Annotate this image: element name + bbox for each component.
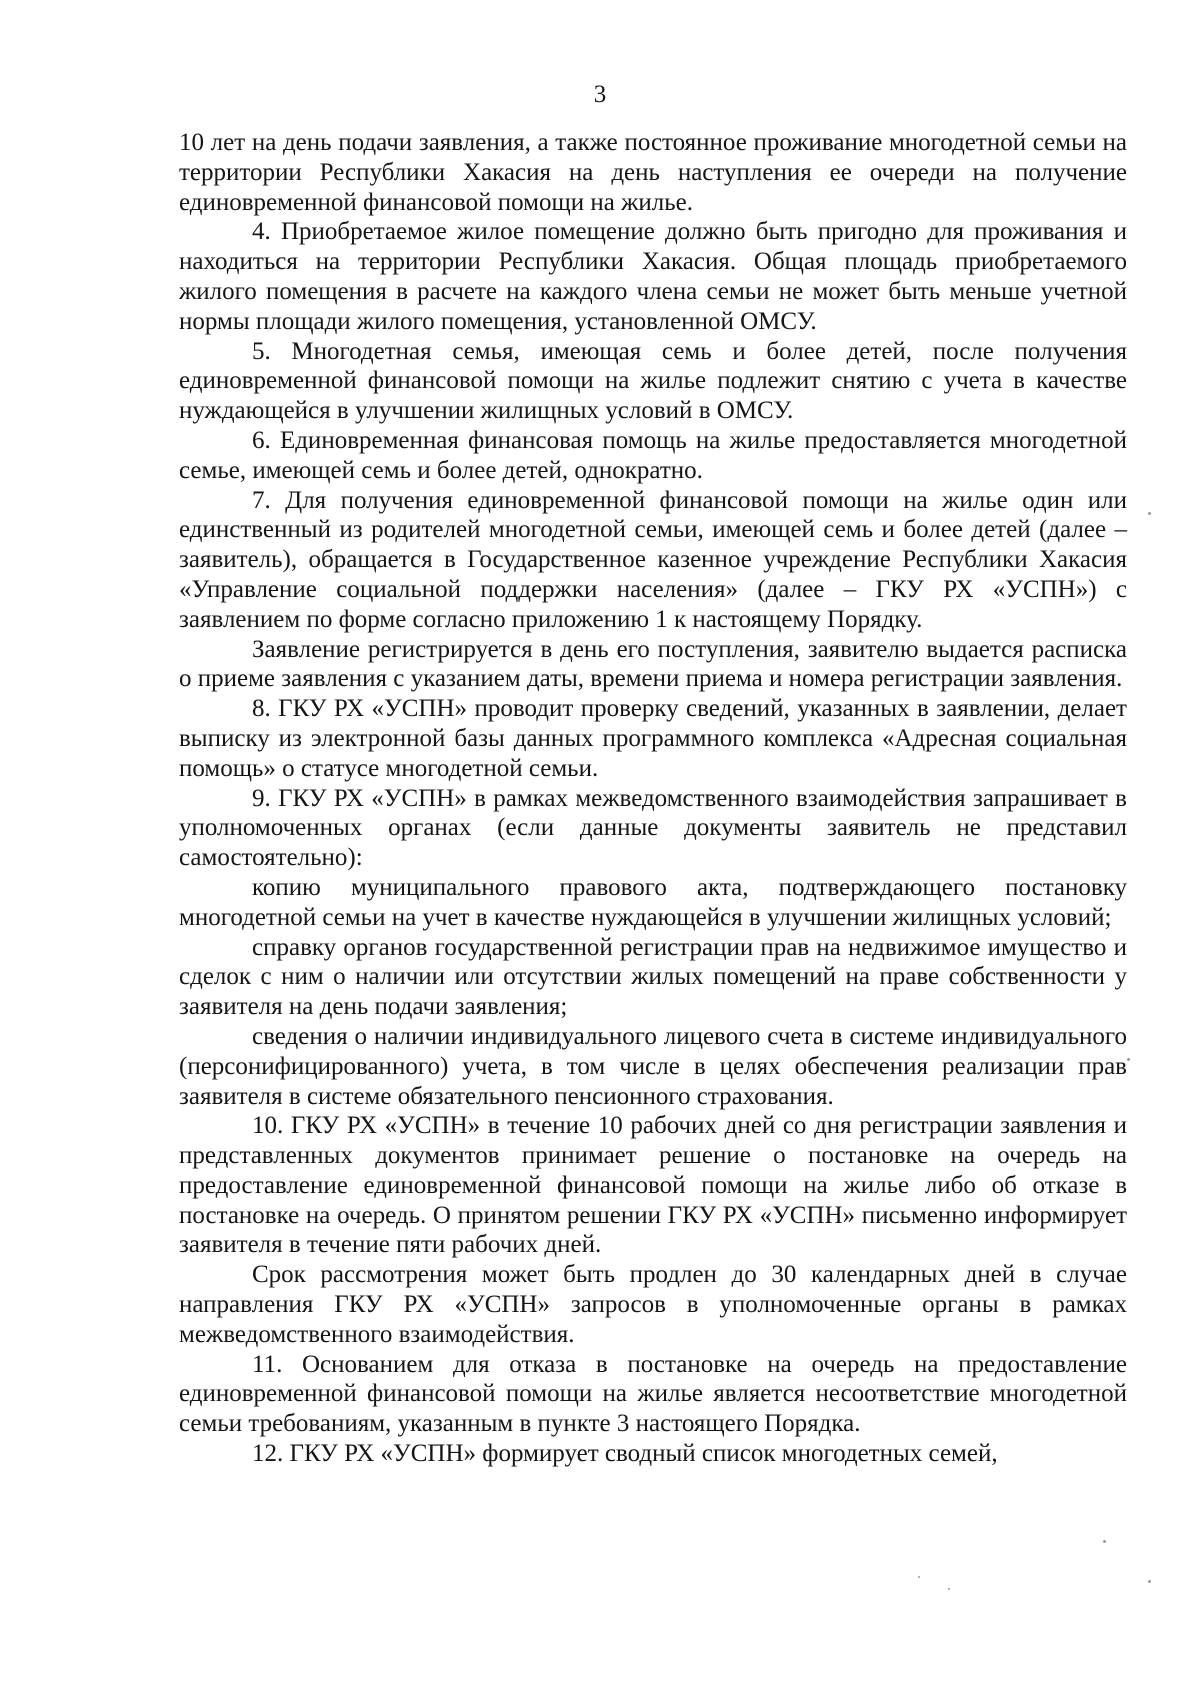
paragraph-item-10: 10. ГКУ РХ «УСПН» в течение 10 рабочих дней со дня регистрации заявления и представленных документов принимает решение о постановке на очередь на предоставление единовременной финансовой помощи на жилье либо об отказе в постановке на очередь. О принятом решении ГКУ РХ «УСПН» письменно информирует заявителя в течение пяти рабочих дней. (179, 1112, 1127, 1259)
scan-speck (918, 1576, 920, 1578)
scan-speck (1148, 1580, 1151, 1583)
paragraph-review-term: Срок рассмотрения может быть продлен до 30 календарных дней в случае направления ГКУ РХ «УСПН» запросов в уполномоченные органы в рамках межведомственного взаимодействия. (179, 1261, 1127, 1348)
paragraph-continued: 10 лет на день подачи заявления, а также постоянное проживание многодетной семьи на территории Республики Хакасия на день наступления ее очереди на получение единовременной финансовой помощи на жилье. (179, 129, 1127, 216)
paragraph-item-7: 7. Для получения единовременной финансовой помощи на жилье один или единственный из родителей многодетной семьи, имеющей семь и более детей (далее – заявитель), обращается в Государственное казенное учреждение Республики Хакасия «Управление социальной поддержки населения» (далее – ГКУ РХ «УСПН») с заявлением по форме согласно приложению 1 к настоящему Порядку. (179, 486, 1127, 633)
paragraph-document-copy: копию муниципального правового акта, подтверждающего постановку многодетной семьи на учет в качестве нуждающейся в улучшении жилищных условий; (179, 873, 1127, 931)
scan-speck (1148, 512, 1151, 515)
scan-speck (948, 1588, 950, 1590)
paragraph-item-11: 11. Основанием для отказа в постановке на очередь на предоставление единовременной финансовой помощи на жилье является несоответствие многодетной семьи требованиям, указанным в пункте 3 настоящего Порядка. (179, 1350, 1127, 1438)
page-number: 3 (593, 81, 607, 108)
paragraph-item-9: 9. ГКУ РХ «УСПН» в рамках межведомственного взаимодействия запрашивает в уполномоченных органах (если данные документы заявитель не представил самостоятельно): (179, 784, 1127, 872)
scan-speck (1127, 1058, 1130, 1061)
paragraph-item-8: 8. ГКУ РХ «УСПН» проводит проверку сведений, указанных в заявлении, делает выписку из электронной базы данных программного комплекса «Адресная социальная помощь» о статусе многодетной семьи. (179, 695, 1127, 782)
paragraph-document-account: сведения о наличии индивидуального лицевого счета в системе индивидуального (персонифицированного) учета, в том числе в целях обеспечения реализации прав заявителя в системе обязательного пенсионного страхования. (179, 1022, 1127, 1110)
paragraph-item-12: 12. ГКУ РХ «УСПН» формирует сводный список многодетных семей, (252, 1440, 998, 1468)
paragraph-item-6: 6. Единовременная финансовая помощь на жилье предоставляется многодетной семье, имеющей семь и более детей, однократно. (179, 426, 1127, 484)
paragraph-item-4: 4. Приобретаемое жилое помещение должно быть пригодно для проживания и находиться на территории Республики Хакасия. Общая площадь приобретаемого жилого помещения в расчете на каждого члена семьи не может быть меньше учетной нормы площади жилого помещения, установленной ОМСУ. (179, 218, 1127, 335)
document-body (179, 128, 1127, 1469)
paragraph-item-5: 5. Многодетная семья, имеющая семь и более детей, после получения единовременной финансовой помощи на жилье подлежит снятию с учета в качестве нуждающейся в улучшении жилищных условий в ОМСУ. (179, 337, 1127, 425)
paragraph-registration: Заявление регистрируется в день его поступления, заявителю выдается расписка о приеме заявления с указанием даты, времени приема и номера регистрации заявления. (179, 635, 1127, 693)
paragraph-document-certificate: справку органов государственной регистрации прав на недвижимое имущество и сделок с ним о наличии или отсутствии жилых помещений на праве собственности у заявителя на день подачи заявления; (179, 933, 1127, 1021)
scan-speck (1103, 1540, 1106, 1543)
